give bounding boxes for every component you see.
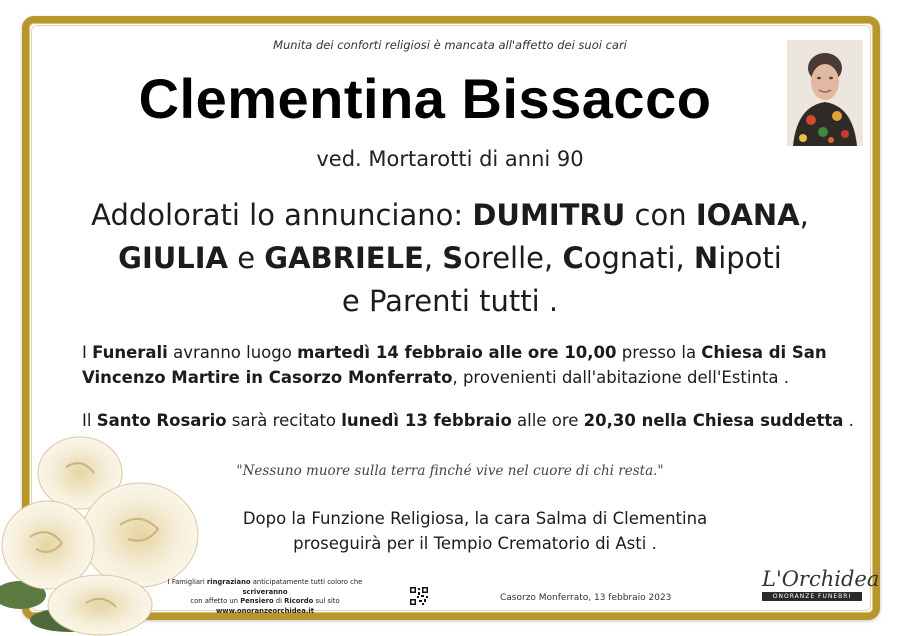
qr-code-icon[interactable] bbox=[410, 587, 428, 605]
place-date: Casorzo Monferrato, 13 febbraio 2023 bbox=[500, 593, 672, 603]
announcement-line-2: GIULIA e GABRIELE, Sorelle, Cognati, Nipoti bbox=[118, 241, 782, 275]
portrait-image bbox=[787, 40, 863, 146]
thanks-note bbox=[160, 578, 370, 616]
funeral-paragraph: I Funerali avranno luogo martedì 14 febbraio alle ore 10,00 presso la Chiesa di San Vincenzo Martire in Casorzo Monferrato, provenienti dall'abitazione dell'Estinta . bbox=[82, 343, 827, 387]
orchidea-logo bbox=[762, 567, 880, 601]
deceased-photo bbox=[787, 40, 863, 146]
intro-line: Munita dei conforti religiosi è mancata all'affetto dei suoi cari bbox=[273, 38, 627, 52]
announcement bbox=[60, 194, 840, 323]
rosary-paragraph: Il Santo Rosario sarà recitato lunedì 13 febbraio alle ore 20,30 nella Chiesa suddetta . bbox=[82, 411, 854, 430]
thanks-line-1: I Famigliari ringraziano anticipatamente tutti coloro che scriveranno bbox=[167, 578, 363, 596]
closing-line-2: proseguirà per il Tempio Crematorio di Asti . bbox=[293, 534, 657, 553]
closing-line-1: Dopo la Funzione Religiosa, la cara Salma di Clementina bbox=[242, 509, 708, 528]
website-link[interactable]: www.onoranzeorchidea.it bbox=[216, 606, 314, 615]
closing-paragraph bbox=[200, 506, 750, 556]
deceased-name: Clementina Bissacco bbox=[138, 67, 712, 130]
logo-name: L'Orchidea bbox=[762, 567, 880, 591]
announcement-line-1: Addolorati lo annunciano: DUMITRU con IOANA, bbox=[91, 198, 809, 232]
subtitle: ved. Mortarotti di anni 90 bbox=[316, 147, 584, 171]
announcement-line-3: e Parenti tutti . bbox=[341, 284, 559, 318]
logo-subtitle: ONORANZE FUNEBRI bbox=[762, 592, 862, 601]
memorial-quote: "Nessuno muore sulla terra finché vive nel cuore di chi resta." bbox=[236, 463, 664, 479]
thanks-line-2: con affetto un Pensiero di Ricordo sul sito bbox=[190, 597, 340, 605]
